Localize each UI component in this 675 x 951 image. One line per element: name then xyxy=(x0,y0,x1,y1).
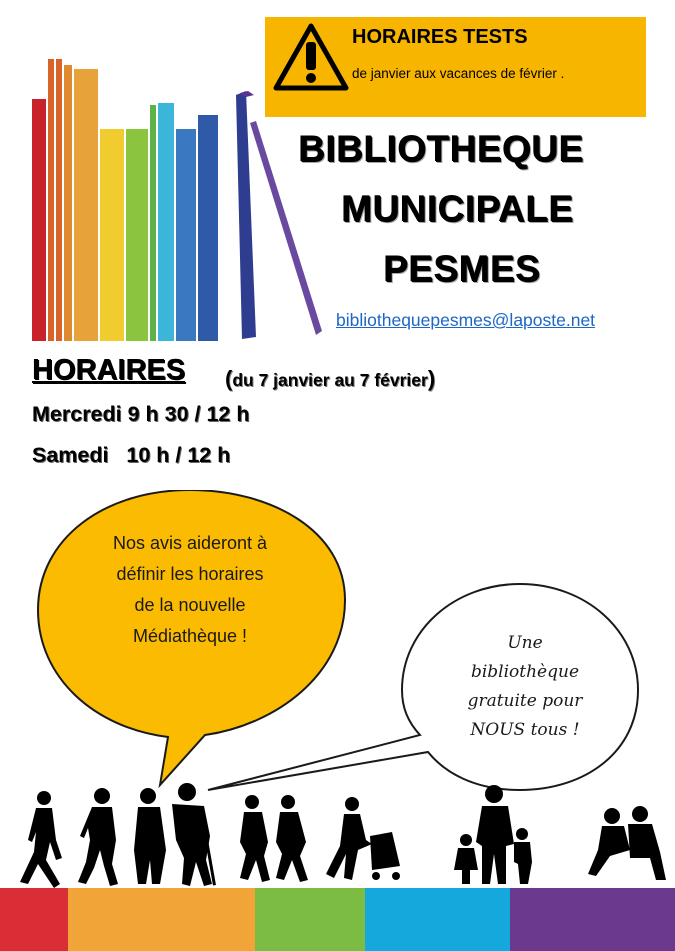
bubble-left-line: Médiathèque ! xyxy=(132,626,248,646)
bubble-right-line: bibliothèque xyxy=(470,662,580,682)
warning-icon xyxy=(272,22,350,92)
bubble-left-line: définir les horaires xyxy=(116,564,264,584)
strip-red xyxy=(0,888,68,951)
strip-purple xyxy=(510,888,675,951)
bubble-left-line: de la nouvelle xyxy=(134,595,246,615)
notice-title: HORAIRES TESTS xyxy=(352,26,528,48)
bubble-right-text xyxy=(420,629,630,745)
bubble-right-line: Une xyxy=(507,633,543,653)
strip-green xyxy=(255,888,365,951)
library-title-line2: MUNICIPALE xyxy=(341,188,574,229)
bubble-right-line: NOUS tous ! xyxy=(470,720,580,740)
strip-blue xyxy=(365,888,510,951)
library-title-line1: BIBLIOTHEQUE xyxy=(298,128,584,169)
hours-range: (du 7 janvier au 7 février) xyxy=(225,366,436,391)
notice-subtitle: de janvier aux vacances de février . xyxy=(352,66,565,81)
strip-orange xyxy=(68,888,255,951)
library-title-line3: PESMES xyxy=(383,248,541,289)
hours-saturday: Samedi 10 h / 12 h xyxy=(32,443,231,467)
email-link[interactable]: bibliothequepesmes@laposte.net xyxy=(336,310,596,330)
hours-wednesday: Mercredi 9 h 30 / 12 h xyxy=(32,402,250,426)
bubble-left-text xyxy=(60,528,320,652)
bubble-right-line: gratuite pour xyxy=(467,691,583,711)
hours-range-text: du 7 janvier au 7 février xyxy=(232,370,428,390)
bubble-left-line: Nos avis aideront à xyxy=(112,533,268,553)
color-strip xyxy=(0,888,675,951)
people-silhouettes xyxy=(0,780,675,890)
hours-title: HORAIRES xyxy=(32,354,186,386)
